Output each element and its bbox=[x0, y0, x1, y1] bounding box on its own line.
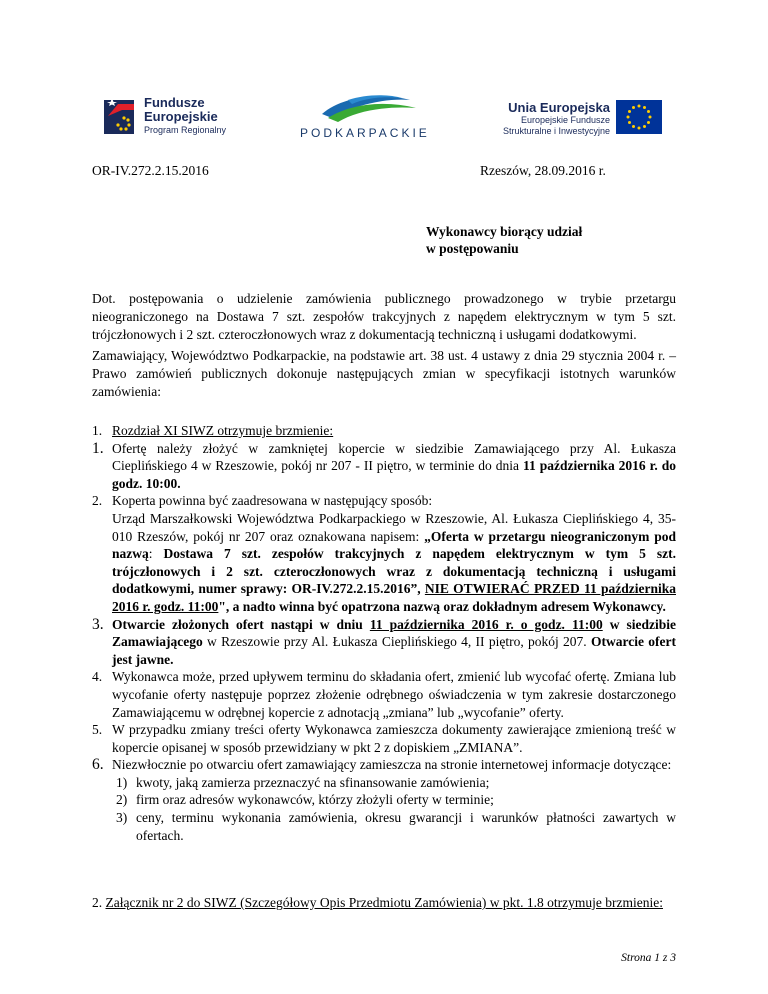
item-3-bold3: Otwarcie ofert jest jawne. bbox=[112, 634, 676, 667]
section-2-text: Załącznik nr 2 do SIWZ (Szczegółowy Opis Przedmiotu Zamówienia) w pkt. 1.8 otrzymuje brzmienie: bbox=[105, 895, 663, 910]
item-3-text bbox=[112, 616, 676, 669]
item-number: 2. bbox=[92, 493, 103, 509]
eu-logo-line2: Europejskie Fundusze bbox=[520, 115, 610, 125]
item-2-address: Urząd Marszałkowski Województwa Podkarpackiego w Rzeszowie, Al. Łukasza Cieplińskiego 4, 35-010 Rzeszów, pokój nr 207 oraz oznakowana napisem: bbox=[112, 510, 676, 544]
document-date: Rzeszów, 28.09.2016 r. bbox=[480, 163, 606, 178]
item-2-colon: : bbox=[148, 546, 164, 562]
list-item bbox=[92, 616, 676, 669]
sub-item bbox=[116, 791, 676, 809]
item-3-body: w Rzeszowie przy Al. Łukasza Cieplińskiego 4, II piętro, pokój 207. bbox=[202, 634, 591, 650]
item-2-line1: Koperta powinna być zaadresowana w następujący sposób: bbox=[112, 493, 433, 509]
fe-logo-line2: Europejskie bbox=[144, 109, 218, 124]
section-2-number: 2. bbox=[92, 895, 103, 910]
sub-item bbox=[116, 809, 676, 844]
fe-flag-icon bbox=[104, 96, 138, 136]
podkarpackie-wave-icon bbox=[292, 90, 442, 126]
section-2 bbox=[92, 894, 676, 912]
item-1-deadline: 11 października 2016 r. do godz. 10:00. bbox=[112, 458, 676, 491]
podkarpackie-wordmark: PODKARPACKIE bbox=[300, 126, 430, 140]
recipient-line1: Wykonawcy biorący udział bbox=[426, 224, 583, 239]
fe-logo-line1: Fundusze bbox=[144, 95, 205, 110]
item-number: 3. bbox=[92, 615, 104, 633]
item-6-body: Niezwłocznie po otwarciu ofert zamawiający zamieszcza na stronie internetowej informacje dotyczące: bbox=[112, 757, 672, 773]
item-number: 5. bbox=[92, 722, 103, 738]
page-number: Strona 1 z 3 bbox=[621, 952, 676, 964]
sub-item-number: 3) bbox=[116, 810, 128, 826]
reference-number: OR-IV.272.2.15.2016 bbox=[92, 163, 209, 178]
section-1 bbox=[92, 422, 676, 844]
eu-flag-icon bbox=[616, 100, 662, 134]
section-1-number: 1. bbox=[92, 423, 103, 438]
item-number: 1. bbox=[92, 439, 104, 457]
section-1-heading: Rozdział XI SIWZ otrzymuje brzmienie: bbox=[112, 423, 334, 438]
item-2-tail: ", a nadto winna być opatrzona nazwą oraz dokładnym adresem Wykonawcy. bbox=[218, 598, 666, 614]
sub-item-text: firm oraz adresów wykonawców, którzy złożyli oferty w terminie; bbox=[136, 792, 494, 808]
item-3-date: 11 października 2016 r. o godz. 11:00 bbox=[369, 616, 603, 632]
fe-logo-line3: Program Regionalny bbox=[144, 125, 227, 135]
intro-paragraph: Zamawiający, Województwo Podkarpackie, na podstawie art. 38 ust. 4 ustawy z dnia 29 stycznia 2004 r. – Prawo zamówień publicznych dokonuje następujących zmian w specyfikacji istotnych warunków zamówienia: bbox=[92, 348, 676, 399]
unia-europejska-logo bbox=[492, 100, 662, 142]
item-number: 4. bbox=[92, 669, 103, 685]
sub-item-number: 2) bbox=[116, 792, 128, 808]
item-2-text bbox=[112, 492, 676, 615]
item-2-title-bold: Dostawa 7 szt. zespołów trakcyjnych z napędem elektrycznym w tym 5 szt. trójczłonowych i 2 szt. czteroczłonowych wraz z dokumentacją techniczną i usługami dodatkowymi, numer sprawy: OR-IV.272.2.15.2016”, bbox=[112, 546, 676, 597]
sub-item-text: kwoty, jaką zamierza przeznaczyć na sfinansowanie zamówienia; bbox=[136, 774, 490, 790]
subject-paragraph: Dot. postępowania o udzielenie zamówienia publicznego prowadzonego w trybie przetargu nieograniczonego na Dostawa 7 szt. zespołów trakcyjnych z napędem elektrycznym w tym 5 szt. trójczłonowych i 2 szt. czteroczłonowych wraz z dokumentacją techniczną i usługami dodatkowymi. bbox=[92, 291, 676, 342]
item-6-sublist bbox=[116, 774, 676, 844]
podkarpackie-logo bbox=[292, 90, 442, 144]
item-1-text bbox=[112, 440, 676, 493]
sub-item bbox=[116, 774, 676, 792]
list-item bbox=[92, 492, 676, 615]
list-item bbox=[92, 756, 676, 844]
eu-logo-line3: Strukturalne i Inwestycyjne bbox=[502, 126, 610, 136]
list-item bbox=[92, 440, 676, 493]
item-4-text: Wykonawca może, przed upływem terminu do składania ofert, zmienić lub wycofać ofertę. Zmiana lub wycofanie oferty następuje poprzez złożenie odrębnego oświadczenia w tym zakresie dostarczonego Zamawiającemu w odrębnej kopercie z adnotacją „zmiana” lub „wycofanie” oferty. bbox=[112, 669, 676, 720]
item-3-bold2: w siedzibie Zamawiającego bbox=[112, 616, 676, 650]
sub-item-number: 1) bbox=[116, 774, 128, 790]
item-3-bold1: Otwarcie złożonych ofert nastąpi w dniu bbox=[112, 616, 370, 632]
eu-logo-line1: Unia Europejska bbox=[508, 100, 610, 115]
sub-item-text: ceny, terminu wykonania zamówienia, okresu gwarancji i warunków płatności zawartych w ofertach. bbox=[136, 810, 676, 843]
item-2-do-not-open: NIE OTWIERAĆ PRZED 11 października 2016 r. godz. 11:00 bbox=[112, 581, 676, 614]
list-item bbox=[92, 668, 676, 721]
item-6-text bbox=[112, 756, 676, 844]
item-number: 6. bbox=[92, 756, 104, 774]
fundusze-europejskie-logo bbox=[104, 96, 244, 140]
recipient-block bbox=[426, 223, 582, 257]
recipient-line2: w postępowaniu bbox=[426, 241, 519, 256]
item-2-label-bold: „Oferta w przetargu nieograniczonym pod nazwą bbox=[112, 528, 676, 562]
item-1-body: Ofertę należy złożyć w zamkniętej kopercie w siedzibie Zamawiającego przy Al. Łukasza Cieplińskiego 4 w Rzeszowie, pokój nr 207 - II piętro, w terminie do dnia bbox=[112, 440, 676, 474]
section-1-heading-row bbox=[92, 422, 676, 440]
list-item bbox=[92, 721, 676, 756]
item-5-text: W przypadku zmiany treści oferty Wykonawca zamieszcza dokumenty zawierające zmienioną treść w kopercie opisanej w sposób przewidziany w pkt 2 z dopiskiem „ZMIANA”. bbox=[112, 722, 676, 755]
